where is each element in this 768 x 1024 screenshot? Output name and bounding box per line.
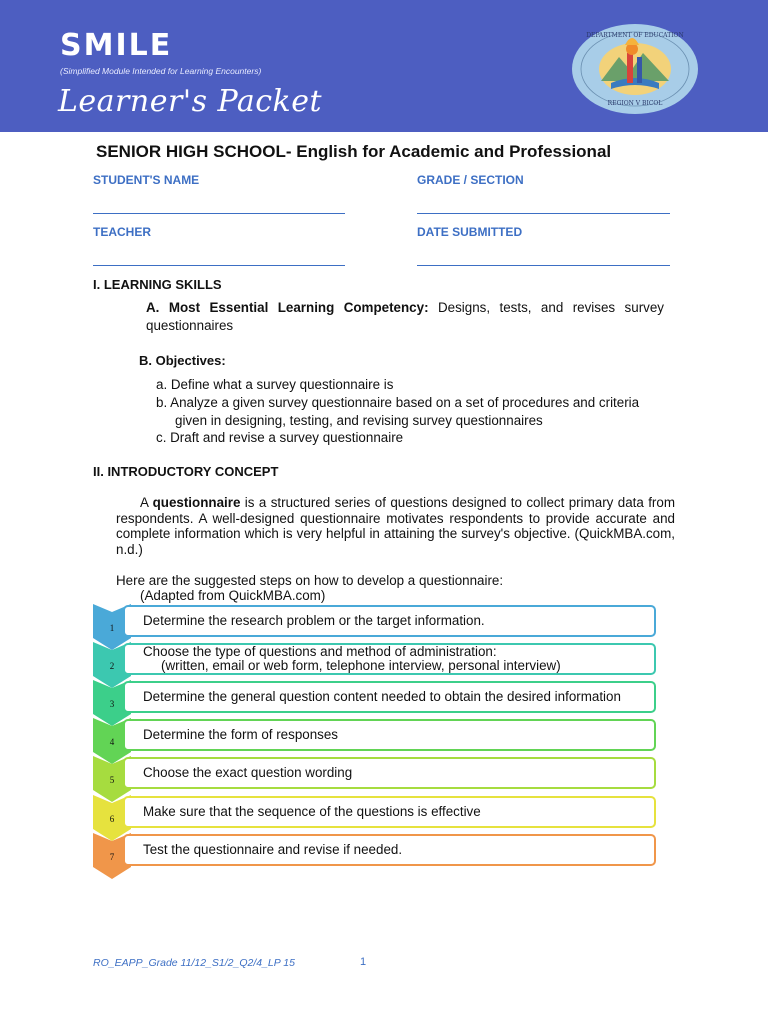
date-submitted-label: DATE SUBMITTED [417, 225, 523, 239]
objective-item: c. Draft and revise a survey questionnaire [156, 430, 404, 445]
objectives-heading: B. Objectives: [139, 353, 226, 368]
objective-item: a. Define what a survey questionnaire is [156, 377, 394, 392]
step-number: 4 [109, 737, 115, 748]
brand-title: SMILE [60, 28, 173, 63]
step-number: 5 [109, 775, 115, 786]
header-banner [0, 0, 768, 132]
teacher-field[interactable] [93, 265, 345, 266]
definition-lead: A [140, 495, 153, 510]
seal-text-bottom: REGION V BICOL [607, 100, 663, 107]
teacher-label: TEACHER [93, 225, 152, 239]
step-number: 3 [109, 699, 115, 710]
step-text: Choose the exact question wording [143, 765, 353, 781]
step-number: 7 [109, 851, 115, 862]
document-title: SENIOR HIGH SCHOOL- English for Academic and Professional [96, 142, 612, 161]
competency-paragraph [146, 299, 664, 335]
steps-intro: Here are the suggested steps on how to develop a questionnaire: [116, 573, 504, 588]
questionnaire-definition [116, 495, 675, 557]
competency-label: A. Most Essential Learning Competency: [146, 300, 429, 315]
objective-item-continued: given in designing, testing, and revising survey questionnaires [175, 413, 543, 428]
date-submitted-field[interactable] [417, 265, 670, 266]
step-text: Choose the type of questions and method of administration: [143, 644, 497, 660]
student-name-field[interactable] [93, 213, 345, 214]
definition-text: is a structured series of questions designed to collect primary data from respondents. A well-designed questionnaire motivates respondents to provide accurate and complete information which is very helpful in attaining the survey's objective. (QuickMBA.com, n.d.) [116, 495, 675, 557]
step-subtext: (written, email or web form, telephone interview, personal interview) [161, 658, 561, 674]
steps-source: (Adapted from QuickMBA.com) [140, 588, 326, 603]
grade-section-field[interactable] [417, 213, 670, 214]
step-number: 6 [109, 813, 115, 824]
step-text: Determine the form of responses [143, 727, 338, 743]
step-text: Determine the general question content needed to obtain the desired information [143, 689, 621, 705]
step-text: Make sure that the sequence of the questions is effective [143, 803, 481, 819]
page-number: 1 [360, 956, 367, 968]
definition-term: questionnaire [152, 495, 241, 510]
objective-item: b. Analyze a given survey questionnaire based on a set of procedures and criteria [156, 395, 640, 410]
learning-skills-heading: I. LEARNING SKILLS [93, 277, 222, 292]
competency-text: Designs, tests, and revises survey questionnaires [146, 300, 664, 333]
step-number: 1 [109, 623, 115, 633]
step-text: Determine the research problem or the target information. [143, 613, 485, 628]
seal-text-top: DEPARTMENT OF EDUCATION [586, 32, 684, 39]
introductory-concept-heading: II. INTRODUCTORY CONCEPT [93, 464, 279, 479]
step-number: 2 [109, 661, 115, 672]
brand-subtitle: (Simplified Module Intended for Learning Encounters) [60, 66, 262, 76]
student-name-label: STUDENT'S NAME [93, 173, 200, 187]
grade-section-label: GRADE / SECTION [417, 173, 524, 187]
step-text: Test the questionnaire and revise if needed. [143, 841, 403, 857]
footer-code: RO_EAPP_Grade 11/12_S1/2_Q2/4_LP 15 [93, 957, 295, 969]
packet-title: Learner's Packet [58, 84, 323, 119]
deped-seal-logo [571, 23, 699, 115]
